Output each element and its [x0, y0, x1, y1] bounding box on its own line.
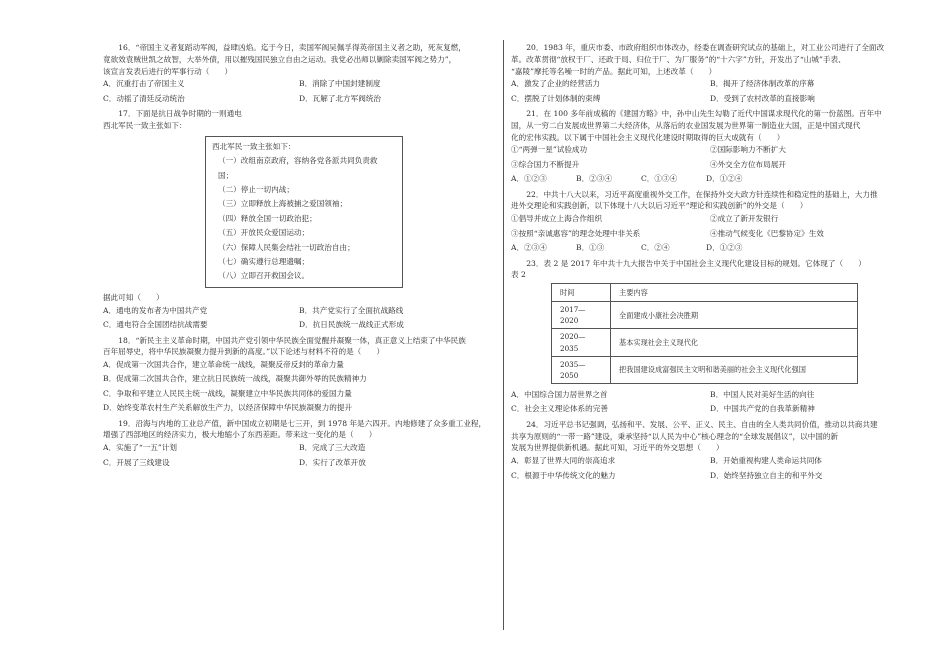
q19-option-a: A．实施了“一五”计划 — [103, 443, 177, 453]
q22-item-1: ①倡导并成立上海合作组织 — [511, 214, 603, 224]
q17-telegram-box — [205, 136, 403, 288]
table-row — [552, 329, 858, 356]
table-header-cell: 主要内容 — [611, 284, 858, 302]
q17-option-c: C．通电符合全国团结抗战需要 — [103, 320, 208, 330]
q21-option-a: A．①②③ — [511, 174, 547, 184]
table-cell: 2020—2035 — [552, 329, 611, 356]
q21-item-2: ②国际影响力不断扩大 — [710, 145, 786, 155]
q16-option-c: C．动摇了清廷反动统治 — [103, 93, 185, 103]
q18-stem-1: 18．“新民主主义革命时期，中国共产党引领中华民族全面觉醒并凝聚一体，真正意义上结束了中华民族 — [118, 335, 466, 345]
right-column — [511, 40, 909, 483]
q17-stem: 17．下面是抗日战争时期的一则通电 — [118, 109, 242, 119]
q21-item-4: ④外交全方位布局展开 — [710, 159, 786, 169]
q20-stem-2: 革。改革贯彻“放权于厂、还政于局、归位于厂、为厂服务”的“十六字”方针，开发出了“山城”手表、 — [511, 54, 846, 64]
q24-option-a: A．彰显了世界大同的崇高追求 — [511, 456, 616, 466]
q23-option-c: C．社会主义理论体系的完善 — [511, 404, 608, 414]
q21-option-b: B．②③④ — [576, 174, 612, 184]
q17-box-item: （六）保障人民集会结社一切政治自由； — [218, 242, 355, 252]
question-20 — [511, 42, 909, 106]
table-header-cell: 时间 — [552, 284, 611, 302]
q17-box-item: （四）释放全国一切政治犯； — [218, 213, 317, 223]
q22-option-d: D．①②③ — [706, 243, 743, 253]
question-21 — [511, 108, 909, 187]
q20-stem-3: “嘉陵”摩托等名噪一时的产品。据此可知，上述改革（ ） — [511, 66, 717, 76]
q19-option-d: D．实行了改革开放 — [299, 457, 366, 467]
q17-option-a: A．通电的发布者为中国共产党 — [103, 305, 208, 315]
table-header-row — [552, 284, 858, 302]
q17-option-b: B．共产党实行了全面抗战路线 — [299, 305, 404, 315]
q20-stem-1: 20．1983 年，重庆市委、市政府组织市体改办，经委在调查研究试点的基础上，对工业公司进行了全面改 — [526, 43, 885, 52]
q17-box-item: （一）改组南京政府，容纳各党各派共同负责救 — [218, 156, 378, 166]
q22-option-b: B．①③ — [576, 243, 605, 253]
q23-option-a: A．中国综合国力居世界之首 — [511, 389, 608, 399]
q21-item-3: ③综合国力不断提升 — [511, 159, 580, 169]
q20-option-b: B．揭开了经济体制改革的序幕 — [710, 79, 815, 89]
q16-stem-3: 该宣言发表后进行的军事行动（ ） — [103, 66, 233, 76]
q23-table — [551, 283, 858, 384]
table-cell: 基本实现社会主义现代化 — [611, 329, 858, 356]
table-row — [552, 356, 858, 383]
q17-intro: 西北军民一致主张如下： — [103, 120, 187, 130]
q16-option-d: D．瓦解了北方军阀统治 — [299, 93, 382, 103]
q22-option-a: A．②③④ — [511, 243, 547, 253]
question-16 — [103, 42, 495, 106]
q17-box-item: （八）立即召开救国会议。 — [218, 271, 310, 281]
question-18 — [103, 335, 495, 416]
q22-stem-1: 22．中共十八大以来，习近平高度重视外交工作，在保持外交大政方针连续性和稳定性的基础上，大力推 — [526, 189, 878, 199]
q23-option-d: D．中国共产党的自我革新精神 — [710, 404, 815, 414]
q18-option-d: D．始终变革农村生产关系解放生产力，以经济保障中华民族凝聚力的提升 — [103, 403, 353, 413]
q22-item-2: ②成立了新开发银行 — [710, 214, 779, 224]
q24-option-b: B．开始重视构建人类命运共同体 — [710, 456, 822, 466]
q21-stem-2: 国，从一穷二白发展成世界第二大经济体，从落后的农业国发展为世界第一制造业大国，正是中国式现代 — [511, 120, 861, 130]
question-22 — [511, 189, 909, 256]
q21-option-d: D．①②④ — [706, 174, 743, 184]
q16-option-b: B．消除了中国封建制度 — [299, 79, 381, 89]
q22-option-c: C．②④ — [641, 243, 670, 253]
table-cell: 把我国建设成富强民主文明和谐美丽的社会主义现代化强国 — [611, 356, 858, 383]
q16-stem-1: 16．“帝国主义者复蹈动军阀，益肆凶焰。迄于今日，卖国军阀吴佩孚得英帝国主义者之助，死灰复燃， — [118, 43, 466, 52]
q17-box-title: 西北军民一致主张如下： — [212, 141, 296, 151]
q20-option-c: C．摆脱了计划体制的束缚 — [511, 93, 601, 103]
table-cell: 2035—2050 — [552, 356, 611, 383]
q20-option-a: A．激发了企业的经营活力 — [511, 79, 601, 89]
q18-option-a: A．促成第一次国共合作，建立革命统一战线，凝聚反帝反封的革命力量 — [103, 360, 344, 370]
q24-option-c: C．根源于中华传统文化的魅力 — [511, 470, 616, 480]
q16-stem-2: 竟欲效袁贼世凯之故智，大举外债，用以摧残国民独立自由之运动。我党必出师以剿除卖国军阀之势力”， — [103, 54, 457, 64]
q17-box-item: （五）开放民众爱国运动； — [218, 228, 310, 238]
q17-box-item: 国； — [218, 170, 234, 180]
q24-stem-3: 发展为世界提供新机遇。据此可知，习近平的外交思想（ ） — [511, 443, 724, 453]
q19-stem-2: 增强了西部地区的经济实力，极大地缩小了东西差距。带来这一变化的是（ ） — [103, 430, 377, 440]
table-row — [552, 302, 858, 329]
table-cell: 全面建成小康社会决胜期 — [611, 302, 858, 329]
question-24 — [511, 419, 909, 483]
q18-option-c: C．争取和平建立人民民主统一战线，凝聚建立中华民族共同体的爱国力量 — [103, 388, 352, 398]
q17-option-d: D．抗日民族统一战线正式形成 — [299, 320, 404, 330]
table-cell: 2017—2020 — [552, 302, 611, 329]
q22-item-3: ③按照“亲诚惠容”的理念处理中非关系 — [511, 228, 641, 238]
q23-stem: 23．表 2 是 2017 年中共十九大报告中关于中国社会主义现代化建设目标的规划。它体现了（ ） — [526, 258, 866, 268]
q21-stem-3: 化的宏伟实践。以下属于中国社会主义现代化建设时期取得的巨大成就有（ ） — [511, 132, 785, 142]
q20-option-d: D．受到了农村改革的直接影响 — [710, 93, 815, 103]
q21-item-1: ①“两弹一星”试验成功 — [511, 145, 588, 155]
q21-option-c: C．①③④ — [641, 174, 678, 184]
q18-stem-2: 百年屈辱史，将中华民族凝聚力提升到新的高度。”以下论述与材料不符的是（ ） — [103, 347, 385, 357]
q18-option-b: B．促成第二次国共合作，建立抗日民族统一战线，凝聚共御外辱的民族精神力 — [103, 374, 367, 384]
q16-option-a: A．沉重打击了帝国主义 — [103, 79, 185, 89]
column-divider — [503, 40, 504, 630]
q17-after: 据此可知（ ） — [103, 292, 164, 302]
q24-option-d: D．始终坚持独立自主的和平外交 — [710, 470, 823, 480]
question-17 — [103, 108, 495, 332]
left-column — [103, 40, 495, 470]
q17-box-item: （二）停止一切内战； — [218, 184, 294, 194]
q24-stem-2: 共享为原则的“一带一路”建设，秉承坚持“以人民为中心”核心理念的“全球发展倡议”，以中国的新 — [511, 431, 839, 441]
q23-option-b: B．中国人民对美好生活的向往 — [710, 389, 815, 399]
q24-stem-1: 24．习近平总书记强调，弘扬和平、发展、公平、正义、民主、自由的全人类共同价值，推动以共商共建 — [526, 419, 878, 429]
q19-option-b: B．完成了三大改造 — [299, 443, 366, 453]
q22-item-4: ④推动气候变化《巴黎协定》生效 — [710, 228, 824, 238]
q21-stem-1: 21．在 100 多年前成稿的《建国方略》中，孙中山先生勾勒了近代中国谋求现代化的第一份蓝图。百年中 — [526, 109, 882, 119]
q19-option-c: C．开展了三线建设 — [103, 457, 170, 467]
q23-table-label: 表 2 — [511, 270, 526, 280]
q22-stem-2: 进外交理论和实践创新，以下体现十八大以后习近平“理论和实践创新”的外交是（ ） — [511, 201, 808, 211]
question-19 — [103, 418, 495, 470]
q17-box-item: （七）确实遵行总理遗嘱； — [218, 257, 310, 267]
q19-stem-1: 19．沿海与内地的工业总产值，新中国成立初期是七三开，到 1978 年是六四开。内地修建了众多重工业程， — [118, 418, 487, 428]
q17-box-item: （三）立即释放上海被捕之爱国领袖； — [218, 199, 348, 209]
question-23 — [511, 258, 909, 417]
